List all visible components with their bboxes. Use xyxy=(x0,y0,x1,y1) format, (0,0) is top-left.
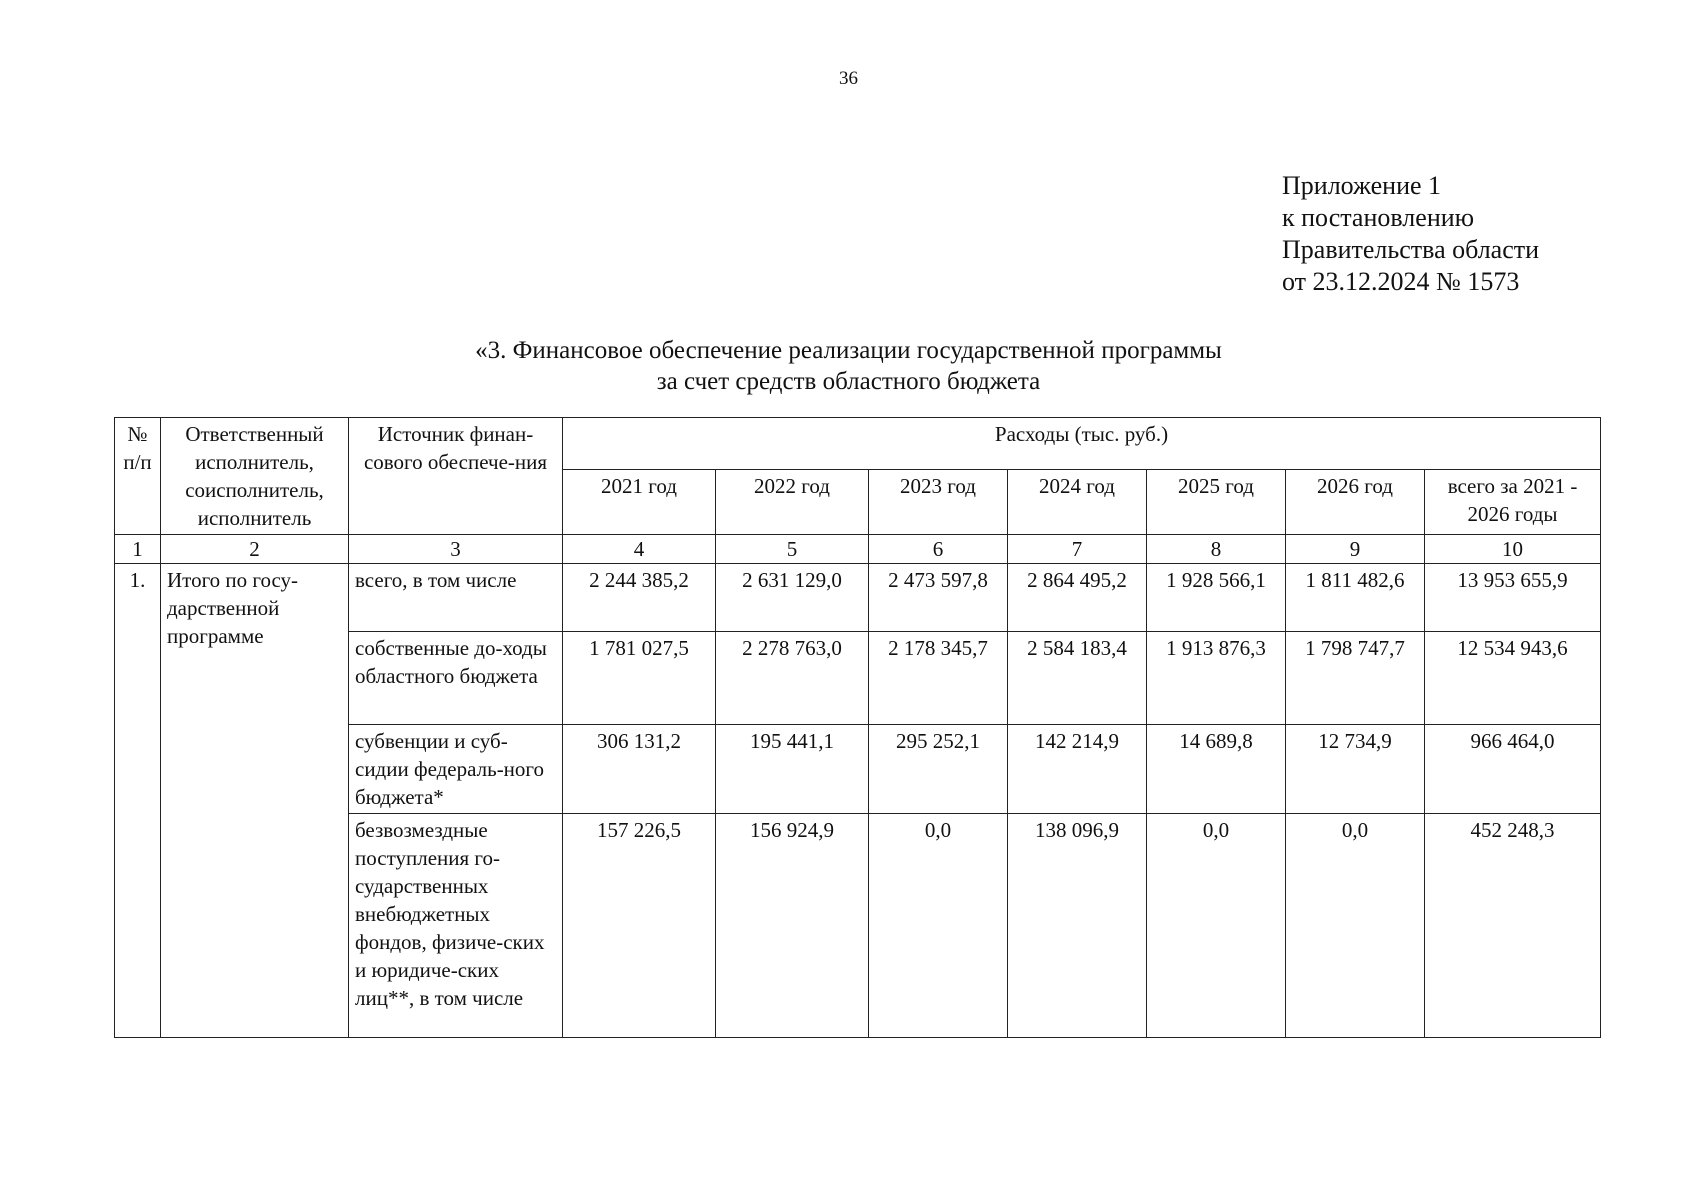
value-cell: 1 913 876,3 xyxy=(1147,632,1286,725)
value-cell: 2 178 345,7 xyxy=(869,632,1008,725)
value-cell: 156 924,9 xyxy=(716,814,869,1038)
col-number: 1 xyxy=(115,535,161,564)
header-expenses: Расходы (тыс. руб.) xyxy=(563,418,1601,470)
value-cell: 0,0 xyxy=(1286,814,1425,1038)
col-number: 2 xyxy=(161,535,349,564)
value-cell: 2 244 385,2 xyxy=(563,564,716,632)
value-cell: 1 781 027,5 xyxy=(563,632,716,725)
value-cell: 195 441,1 xyxy=(716,725,869,814)
value-cell-total: 13 953 655,9 xyxy=(1425,564,1601,632)
row-number: 1. xyxy=(115,564,161,1038)
title-line: за счет средств областного бюджета xyxy=(656,368,1041,395)
row-executor: Итого по госу-дарственной программе xyxy=(161,564,349,1038)
value-cell: 157 226,5 xyxy=(563,814,716,1038)
col-number: 8 xyxy=(1147,535,1286,564)
header-row xyxy=(115,418,1601,470)
appendix-block xyxy=(1282,170,1539,298)
value-cell: 1 811 482,6 xyxy=(1286,564,1425,632)
row-source: всего, в том числе xyxy=(349,564,563,632)
value-cell: 14 689,8 xyxy=(1147,725,1286,814)
header-year-total: всего за 2021 - 2026 годы xyxy=(1425,470,1601,535)
row-source: безвозмездные поступления го-сударственных внебюджетных фондов, физиче-ских и юридиче-ских лиц**, в том числе xyxy=(349,814,563,1038)
col-number: 6 xyxy=(869,535,1008,564)
value-cell: 1 928 566,1 xyxy=(1147,564,1286,632)
col-number: 10 xyxy=(1425,535,1601,564)
value-cell-total: 452 248,3 xyxy=(1425,814,1601,1038)
row-source: субвенции и суб-сидии федераль-ного бюджета* xyxy=(349,725,563,814)
header-year: 2021 год xyxy=(563,470,716,535)
header-year: 2026 год xyxy=(1286,470,1425,535)
value-cell: 142 214,9 xyxy=(1008,725,1147,814)
value-cell: 2 864 495,2 xyxy=(1008,564,1147,632)
header-executor: Ответственный исполнитель, соисполнитель, исполнитель xyxy=(161,418,349,535)
page-number: 36 xyxy=(839,68,858,89)
value-cell-total: 12 534 943,6 xyxy=(1425,632,1601,725)
header-year: 2025 год xyxy=(1147,470,1286,535)
value-cell: 12 734,9 xyxy=(1286,725,1425,814)
value-cell: 295 252,1 xyxy=(869,725,1008,814)
header-year: 2022 год xyxy=(716,470,869,535)
value-cell: 2 278 763,0 xyxy=(716,632,869,725)
col-number: 7 xyxy=(1008,535,1147,564)
appendix-line: от 23.12.2024 № 1573 xyxy=(1282,267,1520,296)
appendix-line: Правительства области xyxy=(1282,235,1540,264)
section-title xyxy=(0,335,1697,397)
table-row xyxy=(115,564,1601,632)
appendix-line: Приложение 1 xyxy=(1282,171,1442,200)
value-cell: 1 798 747,7 xyxy=(1286,632,1425,725)
row-source: собственные до-ходы областного бюджета xyxy=(349,632,563,725)
header-year: 2023 год xyxy=(869,470,1008,535)
title-line: «3. Финансовое обеспечение реализации государственной программы xyxy=(475,337,1222,364)
col-number: 5 xyxy=(716,535,869,564)
header-source: Источник финан-сового обеспече-ния xyxy=(349,418,563,535)
value-cell: 0,0 xyxy=(1147,814,1286,1038)
header-num: № п/п xyxy=(115,418,161,535)
value-cell: 306 131,2 xyxy=(563,725,716,814)
col-number: 3 xyxy=(349,535,563,564)
col-number: 9 xyxy=(1286,535,1425,564)
col-number: 4 xyxy=(563,535,716,564)
value-cell: 0,0 xyxy=(869,814,1008,1038)
value-cell: 2 473 597,8 xyxy=(869,564,1008,632)
appendix-line: к постановлению xyxy=(1282,203,1475,232)
value-cell: 138 096,9 xyxy=(1008,814,1147,1038)
value-cell: 2 631 129,0 xyxy=(716,564,869,632)
header-year: 2024 год xyxy=(1008,470,1147,535)
value-cell: 2 584 183,4 xyxy=(1008,632,1147,725)
column-numbers-row xyxy=(115,535,1601,564)
finance-table xyxy=(114,417,1601,1038)
value-cell-total: 966 464,0 xyxy=(1425,725,1601,814)
